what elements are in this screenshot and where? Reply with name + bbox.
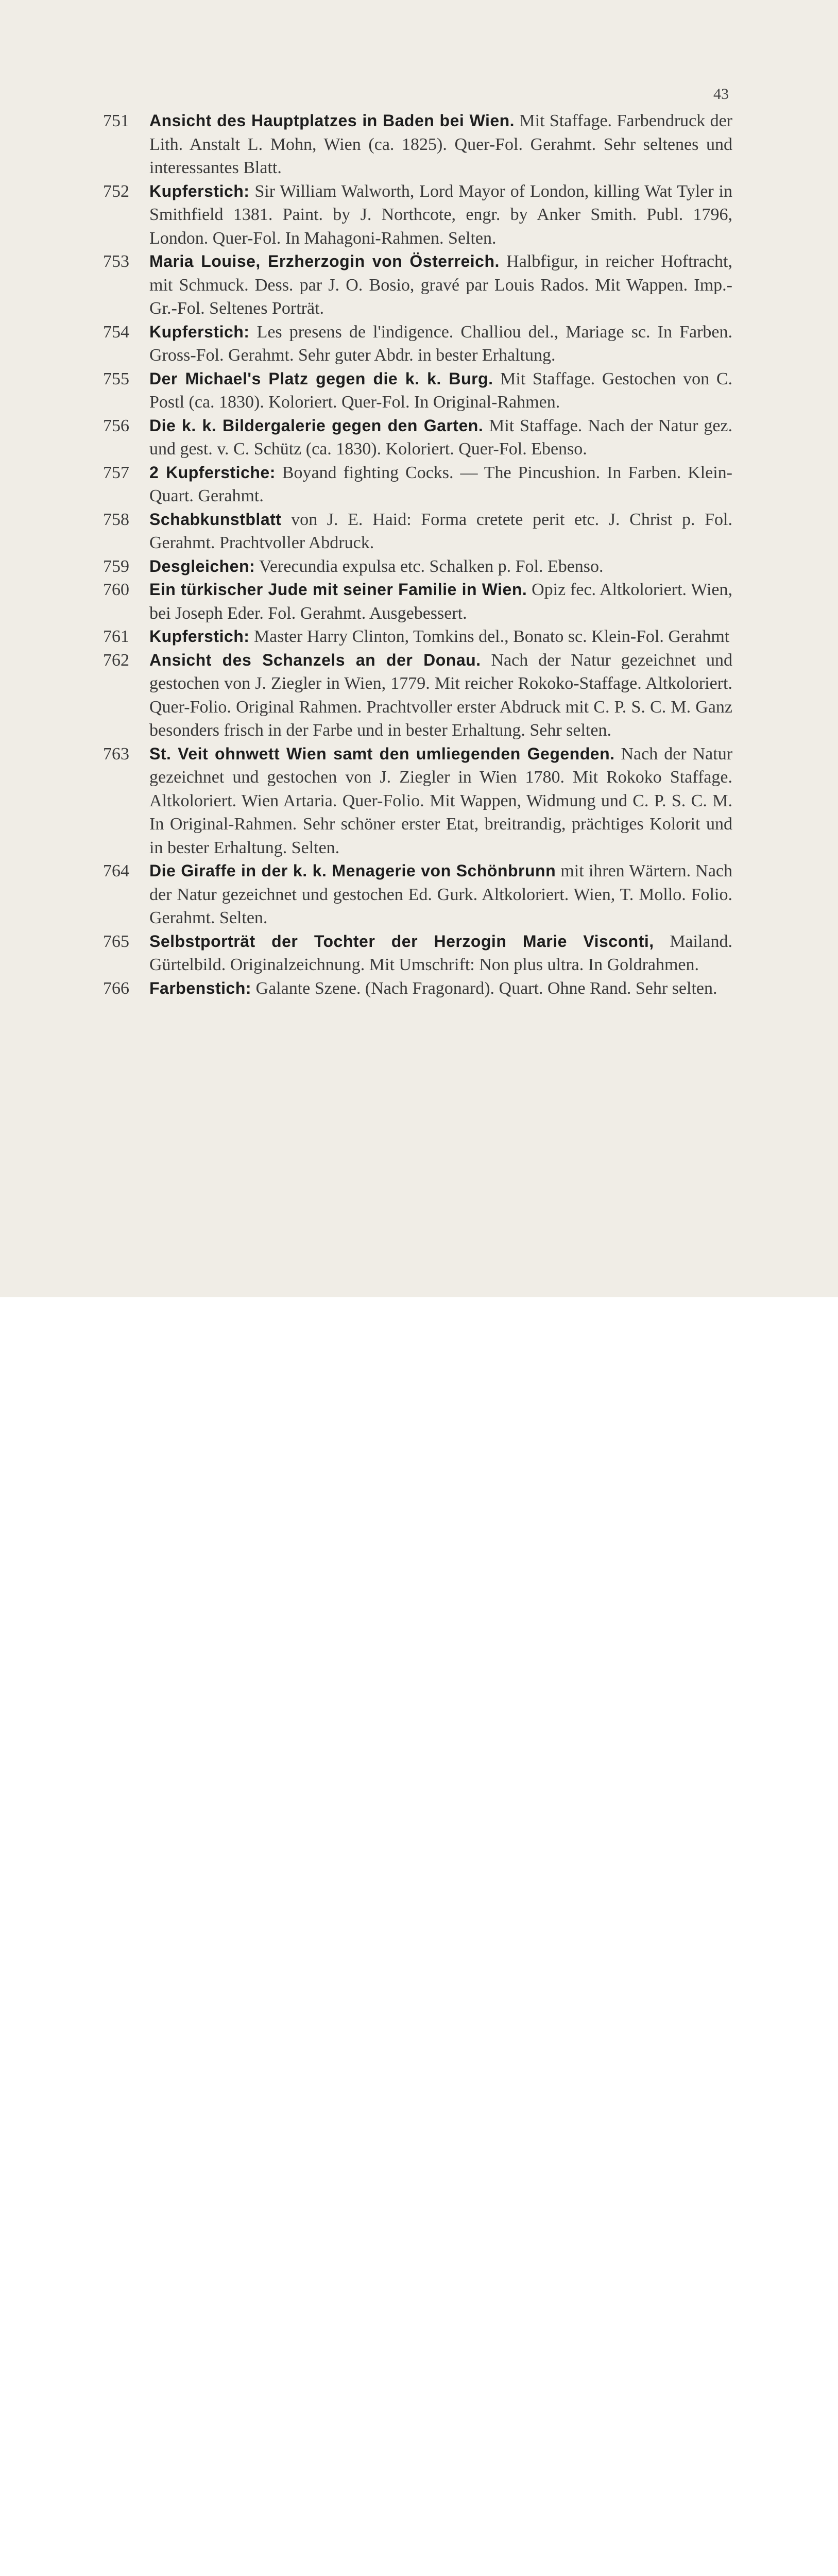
entry-description: von J. E. Haid: Forma cretete perit etc. J. Christ p. Fol. Gerahmt. Prachtvoller Abdruck. bbox=[149, 510, 732, 552]
entry-description: Verecundia expulsa etc. Schalken p. Fol. Ebenso. bbox=[255, 556, 604, 576]
entry-text bbox=[149, 250, 732, 320]
catalogue-entry bbox=[103, 930, 732, 977]
entry-number: 759 bbox=[103, 556, 129, 576]
entry-text bbox=[149, 742, 732, 860]
catalogue-entry bbox=[103, 578, 732, 625]
entry-number: 766 bbox=[103, 978, 129, 998]
entry-description: Nach der Natur gezeichnet und gestochen von J. Ziegler in Wien, 1779. Mit reicher Rokoko-Staffage. Altkoloriert. Quer-Folio. Original Rahmen. Prachtvoller erster Abdruck mit C. P. S. C. M. Ganz besonders frisch in der Farbe und in bester Erhaltung. Sehr selten. bbox=[149, 650, 732, 740]
catalogue-entry bbox=[103, 625, 732, 649]
entry-title: St. Veit ohnwett Wien samt den umliegenden Gegenden. bbox=[149, 744, 615, 763]
entry-number: 765 bbox=[103, 931, 129, 951]
entry-description: Mit Staffage. Gestochen von C. Postl (ca. 1830). Koloriert. Quer-Fol. In Original-Rahmen. bbox=[149, 369, 733, 412]
entry-text bbox=[149, 625, 732, 649]
entry-text bbox=[149, 977, 732, 1001]
entry-title: Maria Louise, Erzherzogin von Österreich. bbox=[149, 252, 500, 270]
entry-text bbox=[149, 649, 732, 742]
entry-text bbox=[149, 461, 732, 508]
entry-description: Mit Staffage. Farbendruck der Lith. Anstalt L. Mohn, Wien (ca. 1825). Quer-Fol. Gerahmt. Sehr seltenes und interessantes Blatt. bbox=[149, 111, 732, 177]
entry-text bbox=[149, 555, 732, 579]
entry-number: 756 bbox=[103, 416, 129, 435]
entry-text bbox=[149, 109, 732, 180]
entry-description: Mit Staffage. Nach der Natur gez. und gest. v. C. Schütz (ca. 1830). Koloriert. Quer-Fol. Ebenso. bbox=[149, 416, 732, 459]
entry-number: 758 bbox=[103, 510, 129, 529]
entry-number: 754 bbox=[103, 322, 129, 342]
entry-title: Desgleichen: bbox=[149, 556, 255, 575]
entry-description: mit ihren Wärtern. Nach der Natur gezeichnet und gestochen Ed. Gurk. Altkoloriert. Wien, T. Mollo. Folio. Gerahmt. Selten. bbox=[149, 861, 733, 927]
entry-text bbox=[149, 578, 732, 625]
catalogue-entry bbox=[103, 461, 732, 508]
entry-text bbox=[149, 320, 732, 367]
catalogue-entry bbox=[103, 859, 732, 930]
entry-description: Galante Szene. (Nach Fragonard). Quart. Ohne Rand. Sehr selten. bbox=[251, 978, 717, 998]
entry-title: Kupferstich: bbox=[149, 181, 250, 200]
entry-text bbox=[149, 180, 732, 250]
entry-title: Ein türkischer Jude mit seiner Familie in Wien. bbox=[149, 580, 527, 599]
entry-number: 757 bbox=[103, 463, 129, 482]
entry-number: 755 bbox=[103, 369, 129, 388]
entry-number: 753 bbox=[103, 252, 129, 271]
entry-text bbox=[149, 859, 732, 930]
digitization-footer bbox=[0, 1297, 838, 1357]
catalogue-entry bbox=[103, 109, 732, 180]
entry-number: 760 bbox=[103, 580, 129, 599]
entry-text bbox=[149, 367, 732, 414]
entry-title: Die k. k. Bildergalerie gegen den Garten. bbox=[149, 416, 484, 435]
catalogue-entry bbox=[103, 555, 732, 579]
catalogue-entry bbox=[103, 508, 732, 555]
entry-number: 764 bbox=[103, 861, 129, 880]
catalogue-entries bbox=[103, 109, 732, 1000]
entry-title: Farbenstich: bbox=[149, 978, 252, 997]
entry-text bbox=[149, 414, 732, 461]
entry-description: Opiz fec. Altkoloriert. Wien, bei Joseph Eder. Fol. Gerahmt. Ausgebessert. bbox=[149, 580, 732, 623]
catalogue-entry bbox=[103, 250, 732, 320]
entry-title: Selbstporträt der Tochter der Herzogin Marie Visconti, bbox=[149, 931, 654, 951]
entry-title: Ansicht des Hauptplatzes in Baden bei Wien. bbox=[149, 111, 515, 130]
entry-text bbox=[149, 930, 732, 977]
entry-title: 2 Kupferstiche: bbox=[149, 463, 276, 482]
entry-description: Boyand fighting Cocks. — The Pincushion. In Farben. Klein-Quart. Gerahmt. bbox=[149, 463, 732, 505]
entry-number: 761 bbox=[103, 627, 129, 646]
entry-title: Kupferstich: bbox=[149, 627, 250, 646]
catalogue-entry bbox=[103, 977, 732, 1001]
entry-number: 752 bbox=[103, 181, 129, 201]
entry-description: Mailand. Gürtelbild. Originalzeichnung. Mit Umschrift: Non plus ultra. In Goldrahmen. bbox=[149, 931, 732, 974]
entry-description: Nach der Natur gezeichnet und gestochen von J. Ziegler in Wien 1780. Mit Rokoko Staffage. Altkoloriert. Wien Artaria. Quer-Folio. Mit Wappen, Widmung und C. P. S. C. M. In Original-Rahmen. Sehr schöner erster Etat, breitrandig, prächtiges Kolorit und in bester Erhaltung. Selten. bbox=[149, 744, 733, 857]
catalogue-entry bbox=[103, 649, 732, 742]
entry-number: 762 bbox=[103, 650, 129, 670]
entry-description: Les presens de l'indigence. Challiou del., Mariage sc. In Farben. Gross-Fol. Gerahmt. Sehr guter Abdr. in bester Erhaltung. bbox=[149, 322, 732, 365]
page-number: 43 bbox=[713, 86, 729, 103]
catalogue-entry bbox=[103, 320, 732, 367]
entry-number: 751 bbox=[103, 111, 129, 130]
entry-title: Die Giraffe in der k. k. Menagerie von Schönbrunn bbox=[149, 861, 556, 880]
catalogue-entry bbox=[103, 367, 732, 414]
entry-description: Halbfigur, in reicher Hoftracht, mit Schmuck. Dess. par J. O. Bosio, gravé par Louis Rados. Mit Wappen. Imp.-Gr.-Fol. Seltenes Porträt. bbox=[149, 252, 732, 318]
entry-title: Schabkunstblatt bbox=[149, 510, 282, 529]
catalogue-entry bbox=[103, 414, 732, 461]
catalogue-entry bbox=[103, 742, 732, 860]
entry-text bbox=[149, 508, 732, 555]
entry-title: Ansicht des Schanzels an der Donau. bbox=[149, 650, 481, 669]
entry-number: 763 bbox=[103, 744, 129, 764]
entry-title: Kupferstich: bbox=[149, 322, 250, 341]
entry-description: Master Harry Clinton, Tomkins del., Bonato sc. Klein-Fol. Gerahmt bbox=[249, 627, 730, 646]
entry-description: Sir William Walworth, Lord Mayor of London, killing Wat Tyler in Smithfield 1381. Paint. by J. Northcote, engr. by Anker Smith. Publ. 1796, London. Quer-Fol. In Mahagoni-Rahmen. Selten. bbox=[149, 181, 732, 248]
entry-title: Der Michael's Platz gegen die k. k. Burg. bbox=[149, 369, 493, 388]
catalogue-entry bbox=[103, 180, 732, 250]
